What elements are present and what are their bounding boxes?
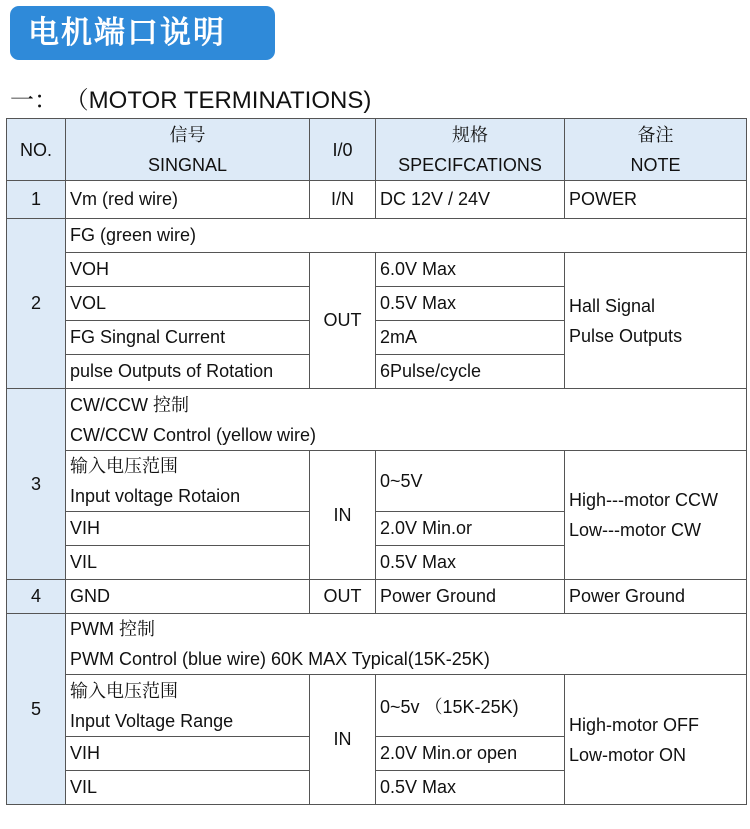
note-line: Pulse Outputs [569,325,683,346]
spec-cell: 2mA [376,321,565,355]
io-cell: OUT [310,580,376,614]
header-io: I/0 [310,119,376,181]
header-spec-cn: 规格 [452,124,488,145]
group-title-en: CW/CCW Control (yellow wire) [70,424,317,445]
page-title: 电机端口说明 [10,6,275,60]
group-title: FG (green wire) [66,219,747,253]
spec-cell: DC 12V / 24V [376,181,565,219]
spec-cell: 0~5V [376,451,565,512]
header-note [565,119,747,181]
spec-cell: 2.0V Min.or open [376,737,565,771]
range-label-cn: 输入电压范围 [70,456,178,476]
range-label-en: Input voltage Rotaion [70,486,241,506]
row-number: 1 [7,181,66,219]
spec-cell: 6Pulse/cycle [376,355,565,389]
signal-cell: pulse Outputs of Rotation [66,355,310,389]
signal-cell: VIL [66,771,310,805]
table-row [7,389,747,451]
io-cell: I/N [310,181,376,219]
table-row [7,219,747,253]
spec-cell: 0.5V Max [376,287,565,321]
note-line: Low---motor CW [569,520,702,540]
row-number: 3 [7,389,66,580]
note-line: Low-motor ON [569,744,687,765]
io-cell: OUT [310,253,376,389]
table-row [7,451,747,512]
header-signal-cn: 信号 [169,124,206,145]
signal-cell: GND [66,580,310,614]
spec-cell: 0.5V Max [376,546,565,580]
spec-cell: Power Ground [376,580,565,614]
signal-cell [66,451,310,512]
note-line: High---motor CCW [569,490,719,510]
group-title [66,614,747,675]
header-signal [66,119,310,181]
signal-cell: VOL [66,287,310,321]
table-row [7,253,747,287]
io-cell: IN [310,675,376,805]
group-title-en: PWM Control (blue wire) 60K MAX Typical(15K-25K) [70,649,490,669]
note-cell [565,675,747,805]
signal-cell [66,675,310,737]
spec-cell: 6.0V Max [376,253,565,287]
table-row [7,614,747,675]
spec-cell: 0~5v （15K-25K) [376,675,565,737]
signal-cell: VIH [66,512,310,546]
row-number: 2 [7,219,66,389]
range-label-en: Input Voltage Range [70,710,234,731]
table-row [7,675,747,737]
table-row [7,580,747,614]
table-header-row [7,119,747,181]
group-title [66,389,747,451]
signal-cell: Vm (red wire) [66,181,310,219]
signal-cell: VIL [66,546,310,580]
note-cell [565,451,747,580]
spec-cell: 0.5V Max [376,771,565,805]
group-title-cn: PWM 控制 [70,619,155,639]
row-number: 4 [7,580,66,614]
io-cell: IN [310,451,376,580]
note-cell: Power Ground [565,580,747,614]
range-label-cn: 输入电压范围 [70,680,178,701]
header-signal-en: SINGNAL [147,154,228,175]
signal-cell: VIH [66,737,310,771]
group-title-cn: CW/CCW 控制 [70,394,189,415]
header-note-cn: 备注 [637,124,674,145]
header-note-en: NOTE [630,154,681,175]
section-subtitle: 一： （MOTOR TERMINATIONS) [10,87,372,114]
note-line: Hall Signal [569,295,656,316]
header-spec-en: SPECIFCATIONS [398,154,542,175]
table-row [7,181,747,219]
spec-cell: 2.0V Min.or [376,512,565,546]
motor-terminations-table [6,118,747,805]
row-number: 5 [7,614,66,805]
header-no: NO. [7,119,66,181]
note-cell [565,253,747,389]
note-line: High-motor OFF [569,714,700,735]
signal-cell: VOH [66,253,310,287]
header-spec [376,119,565,181]
signal-cell: FG Singnal Current [66,321,310,355]
note-cell: POWER [565,181,747,219]
